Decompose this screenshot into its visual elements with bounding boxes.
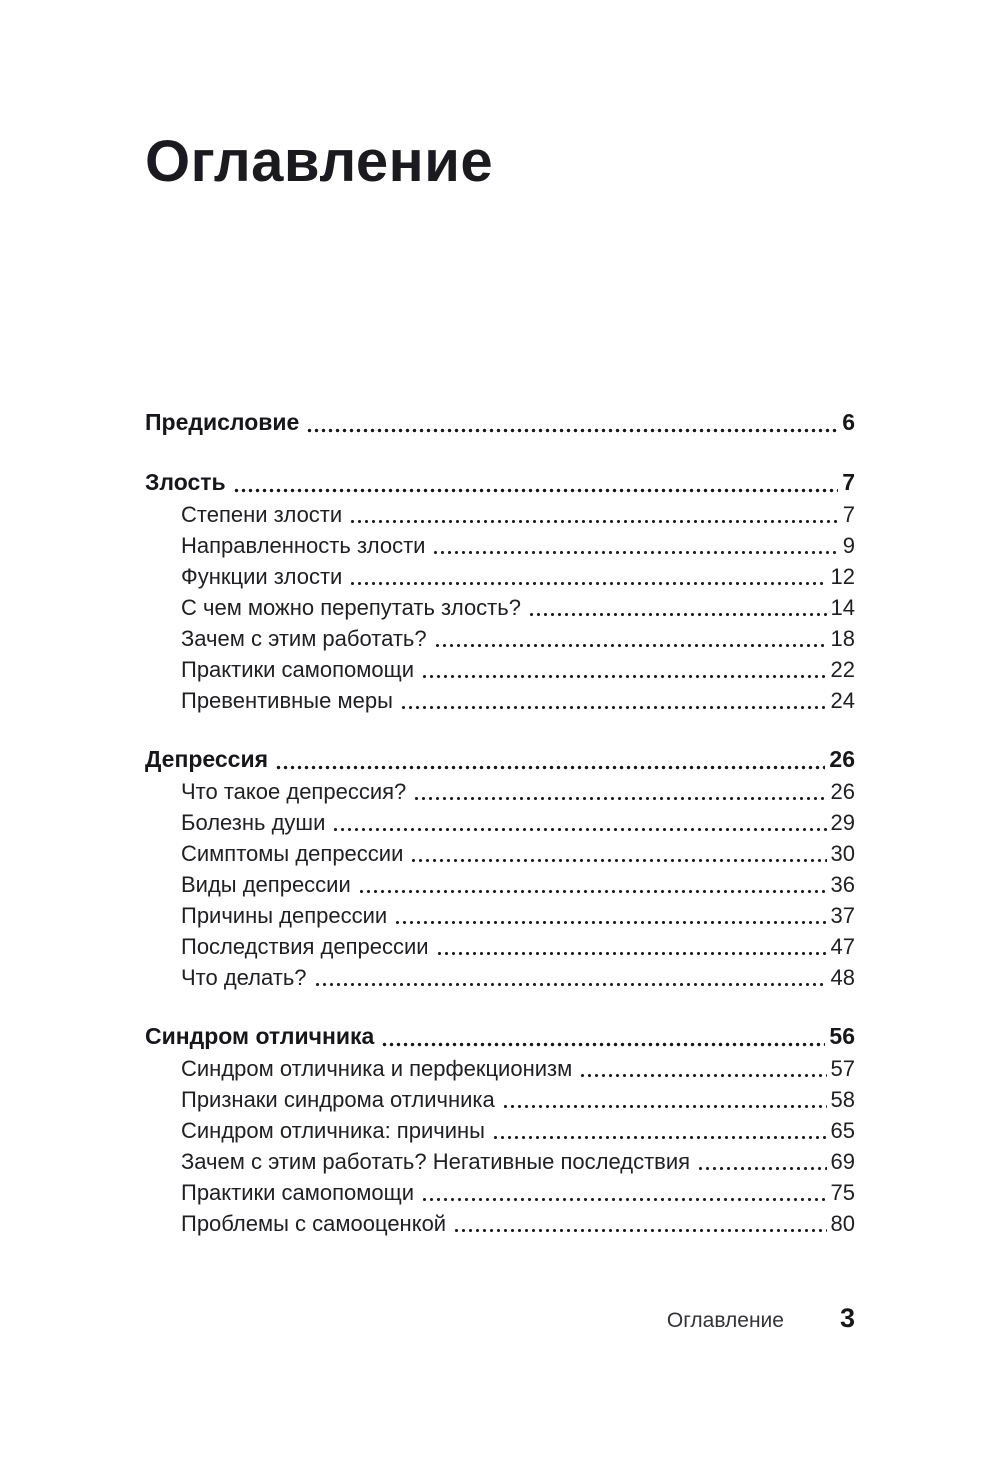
- toc: [145, 405, 855, 1239]
- toc-dot-leader: [492, 1135, 827, 1140]
- footer-page-number: 3: [839, 1303, 855, 1333]
- toc-section-row: [145, 742, 855, 776]
- toc-page-number: 29: [830, 810, 855, 835]
- toc-item-row: [145, 1146, 855, 1177]
- toc-entry-title: Злость: [145, 469, 226, 495]
- toc-entry-title: Направленность злости: [181, 533, 426, 558]
- toc-item-row: [145, 776, 855, 807]
- toc-item-row: [145, 1115, 855, 1146]
- toc-entry-title: Болезнь души: [181, 810, 326, 835]
- toc-page-number: 69: [830, 1149, 855, 1174]
- toc-item-row: [145, 962, 855, 993]
- toc-page-number: 36: [830, 872, 855, 897]
- toc-entry-title: Предисловие: [145, 409, 300, 435]
- toc-dot-leader: [502, 1104, 827, 1109]
- toc-dot-leader: [410, 858, 826, 863]
- toc-item-row: [145, 931, 855, 962]
- toc-dot-leader: [421, 674, 826, 679]
- toc-item-row: [145, 499, 855, 530]
- toc-entry-title: Зачем с этим работать? Негативные последствия: [181, 1149, 691, 1174]
- toc-page-number: 47: [830, 934, 855, 959]
- toc-dot-leader: [233, 488, 839, 493]
- toc-item-row: [145, 869, 855, 900]
- toc-entry-title: Симптомы депрессии: [181, 841, 404, 866]
- toc-section-row: [145, 1019, 855, 1053]
- toc-page-number: 26: [829, 746, 855, 772]
- toc-entry-title: Синдром отличника: причины: [181, 1118, 485, 1143]
- toc-item-row: [145, 1208, 855, 1239]
- toc-item-row: [145, 592, 855, 623]
- toc-entry-title: Превентивные меры: [181, 688, 393, 713]
- toc-entry-title: Признаки синдрома отличника: [181, 1087, 495, 1112]
- toc-dot-leader: [349, 519, 839, 524]
- toc-item-row: [145, 561, 855, 592]
- toc-section-row: [145, 465, 855, 499]
- toc-item-row: [145, 838, 855, 869]
- toc-dot-leader: [697, 1166, 826, 1171]
- toc-item-row: [145, 685, 855, 716]
- toc-dot-leader: [306, 428, 838, 433]
- toc-entry-title: Что делать?: [181, 965, 307, 990]
- toc-page-number: 37: [830, 903, 855, 928]
- toc-page-number: 65: [830, 1118, 855, 1143]
- toc-page-number: 7: [842, 469, 855, 495]
- toc-dot-leader: [453, 1228, 826, 1233]
- toc-page-number: 18: [830, 626, 855, 651]
- toc-dot-leader: [421, 1197, 826, 1202]
- page-footer: [667, 1303, 855, 1334]
- toc-item-row: [145, 807, 855, 838]
- toc-page-number: 57: [830, 1056, 855, 1081]
- toc-dot-leader: [432, 550, 838, 555]
- toc-entry-title: Степени злости: [181, 502, 343, 527]
- toc-entry-title: Причины депрессии: [181, 903, 388, 928]
- toc-item-row: [145, 1084, 855, 1115]
- toc-entry-title: Виды депрессии: [181, 872, 351, 897]
- toc-dot-leader: [579, 1073, 826, 1078]
- toc-entry-title: С чем можно перепутать злость?: [181, 595, 521, 620]
- toc-item-row: [145, 654, 855, 685]
- toc-dot-leader: [400, 705, 827, 710]
- toc-entry-title: Проблемы с самооценкой: [181, 1211, 447, 1236]
- toc-dot-leader: [394, 920, 826, 925]
- toc-page-number: 56: [829, 1023, 855, 1049]
- toc-item-row: [145, 900, 855, 931]
- page-title: Оглавление: [145, 129, 494, 194]
- toc-page-number: 6: [842, 409, 855, 435]
- toc-dot-leader: [381, 1042, 825, 1047]
- toc-page-number: 12: [830, 564, 855, 589]
- toc-page-number: 80: [830, 1211, 855, 1236]
- toc-entry-title: Что такое депрессия?: [181, 779, 407, 804]
- toc-entry-title: Синдром отличника и перфекционизм: [181, 1056, 573, 1081]
- toc-dot-leader: [434, 643, 827, 648]
- toc-entry-title: Практики самопомощи: [181, 1180, 415, 1205]
- toc-page-number: 7: [842, 502, 855, 527]
- toc-item-row: [145, 1053, 855, 1084]
- toc-page-number: 30: [830, 841, 855, 866]
- toc-entry-title: Практики самопомощи: [181, 657, 415, 682]
- toc-dot-leader: [436, 951, 827, 956]
- toc-entry-title: Последствия депрессии: [181, 934, 429, 959]
- toc-page-number: 14: [830, 595, 855, 620]
- toc-page-number: 26: [830, 779, 855, 804]
- toc-dot-leader: [314, 982, 827, 987]
- toc-page-number: 48: [830, 965, 855, 990]
- toc-dot-leader: [413, 796, 826, 801]
- toc-entry-title: Функции злости: [181, 564, 343, 589]
- toc-entry-title: Зачем с этим работать?: [181, 626, 427, 651]
- toc-item-row: [145, 623, 855, 654]
- toc-page-number: 75: [830, 1180, 855, 1205]
- toc-dot-leader: [358, 889, 827, 894]
- toc-dot-leader: [528, 612, 827, 617]
- toc-entry-title: Депрессия: [145, 746, 269, 772]
- toc-item-row: [145, 530, 855, 561]
- toc-section-row: [145, 405, 855, 439]
- toc-dot-leader: [349, 581, 826, 586]
- footer-section-label: Оглавление: [666, 1309, 784, 1332]
- toc-page-number: 22: [830, 657, 855, 682]
- toc-entry-title: Синдром отличника: [145, 1023, 375, 1049]
- toc-page-number: 24: [830, 688, 855, 713]
- toc-page-number: 9: [842, 533, 855, 558]
- toc-item-row: [145, 1177, 855, 1208]
- toc-dot-leader: [332, 827, 826, 832]
- toc-page-number: 58: [830, 1087, 855, 1112]
- toc-dot-leader: [275, 765, 825, 770]
